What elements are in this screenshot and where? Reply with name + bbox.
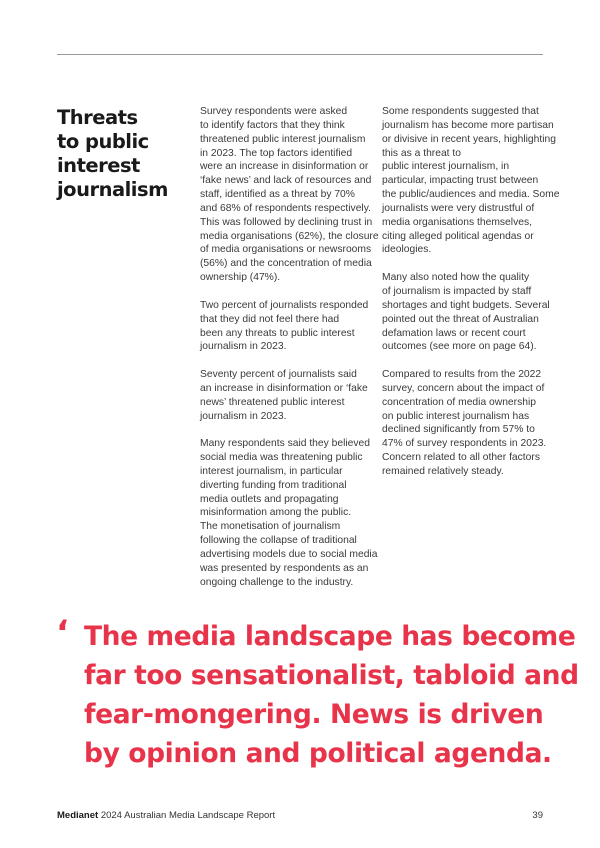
section-heading [57, 106, 177, 202]
paragraph-line: the public/audiences and media. Some [382, 189, 560, 201]
paragraph-line: shortages and tight budgets. Several [382, 299, 550, 311]
paragraph-line: on public interest journalism has [382, 410, 530, 422]
paragraph-line: and 68% of respondents respectively. [200, 202, 371, 214]
paragraph-line: journalists were very distrustful of [382, 202, 535, 214]
paragraph-line: Compared to results from the 2022 [382, 369, 542, 381]
paragraph-line: Concern related to all other factors [382, 452, 540, 464]
paragraph-line: was presented by respondents as an [200, 562, 369, 574]
footer-report-title: 2024 Australian Media Landscape Report [100, 810, 276, 821]
pull-quote-line: The media landscape has become [84, 621, 576, 652]
paragraph-line: declined significantly from 57% to [382, 424, 535, 436]
body-paragraph [200, 368, 370, 423]
page-number: 39 [532, 810, 543, 821]
page-footer [57, 809, 543, 823]
quote-mark-icon: ‘ [56, 613, 69, 653]
paragraph-line: Survey respondents were asked [200, 106, 348, 117]
paragraph-line: particular, impacting trust between [382, 175, 539, 187]
paragraph-line: Two percent of journalists responded [200, 299, 369, 311]
paragraph-line: defamation laws or recent court [382, 327, 526, 339]
heading-line: Threats [57, 106, 138, 129]
body-paragraph [382, 105, 560, 257]
paragraph-line: This was followed by declining trust in [200, 216, 373, 228]
paragraph-line: of media organisations or newsrooms [200, 244, 372, 256]
paragraph-line: in 2023. The top factors identified [200, 147, 353, 159]
pull-quote [84, 617, 579, 773]
paragraph-line: ‘fake news’ and lack of resources and [200, 175, 372, 187]
paragraph-line: social media was threatening public [200, 452, 363, 464]
paragraph-line: outcomes (see more on page 64). [382, 341, 537, 353]
paragraph-line: 47% of survey respondents in 2023. [382, 438, 547, 450]
paragraph-line: citing alleged political agendas or [382, 230, 534, 242]
paragraph-line: Many also noted how the quality [382, 272, 530, 284]
paragraph-line: of journalism is impacted by staff [382, 285, 532, 297]
paragraph-line: ideologies. [382, 244, 432, 256]
paragraph-line: Many respondents said they believed [200, 438, 371, 450]
paragraph-line: (56%) and the concentration of media [200, 258, 372, 270]
paragraph-line: following the collapse of traditional [200, 535, 357, 547]
paragraph-line: pointed out the threat of Australian [382, 313, 539, 325]
top-divider [57, 54, 543, 55]
paragraph-line: remained relatively steady. [382, 465, 504, 477]
paragraph-line: an increase in disinformation or ‘fake [200, 382, 368, 394]
paragraph-line: journalism in 2023. [200, 341, 287, 353]
paragraph-line: advertising models due to social media [200, 549, 378, 560]
heading-line: to public [57, 130, 149, 153]
body-column-1 [200, 105, 379, 603]
paragraph-line: Some respondents suggested that [382, 106, 539, 117]
paragraph-line: that they did not feel there had [200, 313, 340, 325]
paragraph-line: threatened public interest journalism [200, 133, 366, 145]
paragraph-line: ownership (47%). [200, 272, 281, 284]
paragraph-line: journalism has become more partisan [382, 119, 554, 131]
paragraph-line: interest journalism, in particular [200, 465, 343, 477]
paragraph-line: diverting funding from traditional [200, 479, 347, 491]
paragraph-line: to identify factors that they think [200, 119, 345, 131]
body-paragraph [200, 437, 378, 589]
paragraph-line: ongoing challenge to the industry. [200, 576, 354, 588]
paragraph-line: news’ threatened public interest [200, 396, 345, 408]
paragraph-line: Seventy percent of journalists said [200, 369, 357, 381]
paragraph-line: staff, identified as a threat by 70% [200, 189, 355, 201]
paragraph-line: media outlets and propagating [200, 493, 339, 505]
pull-quote-line: by opinion and political agenda. [84, 738, 552, 769]
heading-line: interest [57, 154, 140, 177]
paragraph-line: or divisive in recent years, highlighting [382, 133, 556, 145]
pull-quote-line: fear-mongering. News is driven [84, 699, 544, 730]
footer-brand: Medianet [57, 810, 99, 821]
heading-line: journalism [57, 178, 168, 201]
paragraph-line: misinformation among the public. [200, 507, 352, 519]
paragraph-line: concentration of media ownership [382, 396, 536, 408]
paragraph-line: this as a threat to [382, 147, 461, 159]
paragraph-line: were an increase in disinformation or [200, 161, 369, 173]
paragraph-line: media organisations (62%), the closure [200, 230, 379, 242]
body-column-2 [382, 105, 560, 493]
paragraph-line: journalism in 2023. [200, 410, 287, 422]
paragraph-line: public interest journalism, in [382, 161, 510, 173]
body-paragraph [382, 271, 552, 354]
paragraph-line: The monetisation of journalism [200, 521, 341, 533]
body-paragraph [382, 368, 552, 479]
body-paragraph [200, 105, 379, 285]
pull-quote-line: far too sensationalist, tabloid and [84, 660, 579, 691]
paragraph-line: been any threats to public interest [200, 327, 355, 339]
paragraph-line: survey, concern about the impact of [382, 382, 545, 394]
body-paragraph [200, 299, 370, 354]
paragraph-line: media organisations themselves, [382, 216, 532, 228]
